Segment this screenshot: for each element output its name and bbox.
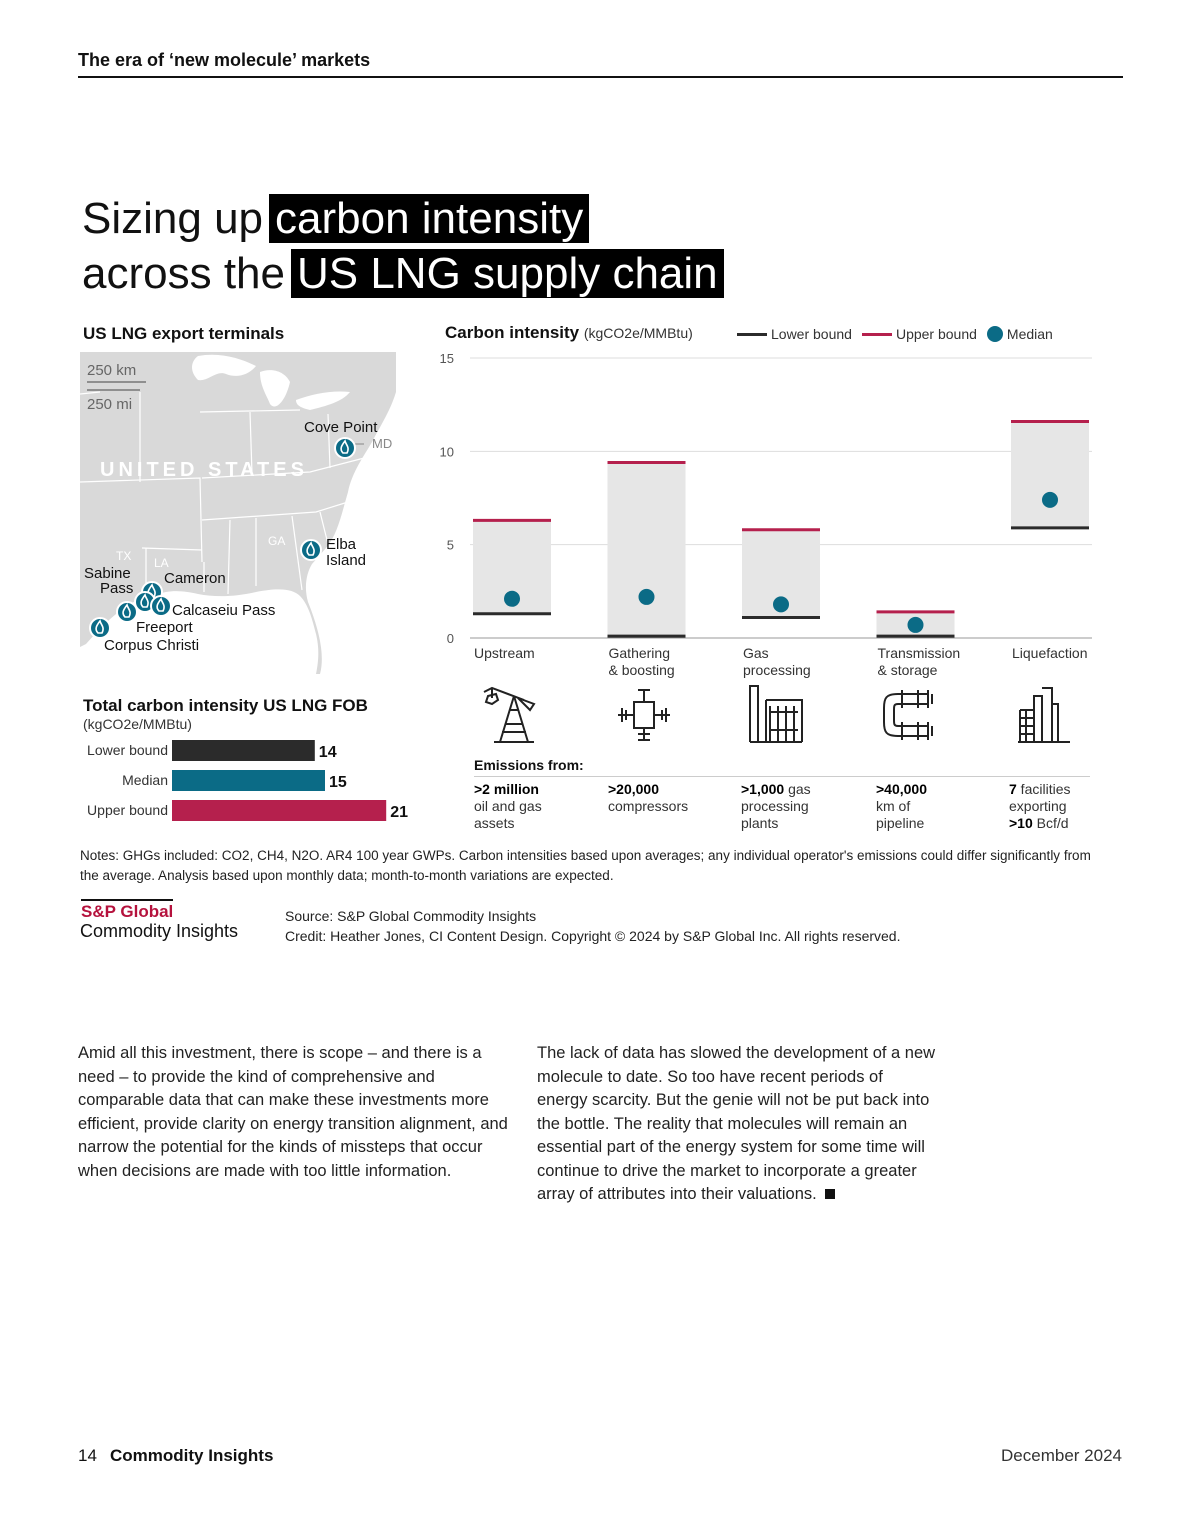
fob-category-label: Lower bound: [87, 742, 168, 758]
terminal-elba-island: Elba Island: [326, 536, 367, 569]
headline-line-1: [82, 192, 589, 246]
fob-bar: [172, 770, 325, 791]
emissions-text: km of: [876, 798, 911, 814]
carbon-intensity-chart: [430, 345, 1110, 685]
range-bar: [1011, 421, 1089, 527]
fob-value-label: 21: [390, 804, 408, 821]
map-title: US LNG export terminals: [83, 324, 285, 343]
body-column-1: Amid all this investment, there is scope – and there is a need – to provide the kind of comprehensive and comparable data that can make these investments more efficient, provide clarity on energy transition alignment, and narrow the potential for the kinds of missteps that occur when decisions are made with too little information.: [78, 1044, 508, 1180]
emissions-text: facilities: [1016, 781, 1071, 797]
footer-publication: Commodity Insights: [110, 1446, 274, 1465]
fob-bar: [172, 740, 315, 761]
fob-value-label: 14: [318, 744, 337, 761]
state-label-la: LA: [154, 556, 169, 570]
brand-logo: S&P Global: [81, 902, 174, 921]
emissions-text: gas: [784, 781, 811, 797]
y-tick-label: 5: [446, 537, 454, 553]
body-column-2-text: The lack of data has slowed the development of a new molecule to date. So too have recent periods of energy scarcity. But the genie will not be put back into the bottle. The reality that molecules will remain an essential part of the energy system for some time will continue to drive the market to incorporate a greater array of attributes into their valuations.: [537, 1044, 936, 1203]
legend-median-swatch: [987, 326, 1003, 342]
lng-flame-icon: [90, 618, 110, 638]
headline-line-2: [82, 247, 724, 301]
headline-highlight-1: carbon intensity: [269, 194, 589, 243]
headline-plain-1: Sizing up: [82, 194, 264, 243]
emissions-transmission: [876, 781, 996, 832]
state-label-md: MD: [372, 436, 393, 451]
emissions-value: 7: [1009, 781, 1017, 797]
y-tick-label: 10: [439, 444, 454, 460]
x-tick-label: Transmission: [877, 645, 961, 661]
compressor-valve-icon: [618, 690, 670, 740]
emissions-text: processing: [741, 798, 809, 814]
median-point: [639, 589, 655, 605]
emissions-text: compressors: [608, 798, 689, 814]
emissions-processing: [741, 781, 861, 832]
legend-median-label: Median: [1006, 326, 1053, 342]
lng-flame-icon: [151, 596, 171, 616]
x-tick-label: processing: [743, 662, 811, 678]
x-tick-label: Gathering: [608, 645, 670, 661]
emissions-liquefaction: [1009, 781, 1129, 832]
gas-processing-plant-icon: [750, 686, 802, 742]
body-column-2: [537, 1042, 937, 1207]
fob-value-label: 15: [329, 774, 347, 791]
liquefaction-facility-icon: [1018, 688, 1070, 742]
terminal-sabine-pass: Sabine Pass: [84, 565, 134, 597]
lng-flame-icon: [117, 602, 137, 622]
emissions-value: >2 million: [474, 781, 539, 797]
section-header: The era of ‘new molecule’ markets: [78, 50, 371, 70]
legend-median: [987, 326, 1053, 342]
terminal-cove-point: Cove Point: [304, 419, 378, 436]
median-point: [504, 591, 520, 607]
header-rule: [78, 76, 1123, 78]
fob-category-label: Upper bound: [87, 802, 168, 818]
fob-category-label: Median: [122, 772, 168, 788]
terminal-freeport: Freeport: [136, 619, 193, 636]
x-tick-label: Liquefaction: [1012, 645, 1088, 661]
emissions-gathering: [608, 781, 728, 815]
brand-rule: [81, 899, 173, 901]
emissions-upstream: [474, 781, 594, 832]
emissions-text: assets: [474, 815, 515, 831]
chart-title: [445, 323, 693, 343]
source-line: Source: S&P Global Commodity Insights: [285, 908, 537, 924]
emissions-text: pipeline: [876, 815, 925, 831]
terminal-calcaseiu-pass: Calcaseiu Pass: [172, 602, 276, 619]
chart-unit: (kgCO2e/MMBtu): [583, 325, 693, 341]
lng-flame-icon: [301, 540, 321, 560]
headline-highlight-2: US LNG supply chain: [291, 249, 724, 298]
credit-line: Credit: Heather Jones, CI Content Design. Copyright © 2024 by S&P Global Inc. All rights reserved.: [285, 928, 901, 944]
chart-title-text: Carbon intensity: [445, 323, 580, 342]
oil-pump-jack-icon: [484, 688, 534, 742]
chart-notes: Notes: GHGs included: CO2, CH4, N2O. AR4 100 year GWPs. Carbon intensities based upon averages; any individual operator's emissions could differ significantly from the average. Analysis based upon monthly data; month-to-month variations are expected.: [80, 848, 1091, 883]
state-label-tx: TX: [116, 549, 132, 563]
pipeline-icon: [884, 690, 932, 740]
legend-lower-label: Lower bound: [771, 326, 852, 342]
y-tick-label: 0: [446, 631, 454, 646]
lng-flame-icon: [335, 438, 355, 458]
median-point: [1042, 492, 1058, 508]
headline-plain-2: across the: [82, 249, 285, 298]
emissions-rule: [474, 776, 1090, 777]
state-label-ga: GA: [268, 534, 286, 548]
terminal-corpus-christi: Corpus Christi: [104, 637, 200, 654]
emissions-value: >1,000: [741, 781, 785, 797]
y-tick-label: 15: [439, 351, 454, 366]
range-bar: [608, 463, 686, 637]
emissions-text: oil and gas: [474, 798, 542, 814]
page-number: 14: [78, 1446, 97, 1465]
legend-upper-swatch: [862, 333, 892, 336]
process-icons: [474, 684, 1094, 746]
footer-date: December 2024: [1001, 1446, 1122, 1465]
x-tick-label: & storage: [877, 662, 938, 678]
source-credit: [285, 906, 900, 946]
map-graphic: [80, 352, 402, 674]
legend-upper: [862, 326, 977, 342]
emissions-text: plants: [741, 815, 779, 831]
scale-km-label: 250 km: [87, 362, 137, 379]
emissions-text: Bcf/d: [1032, 815, 1069, 831]
legend-lower-swatch: [737, 333, 767, 336]
terminal-cameron: Cameron: [164, 570, 226, 587]
fob-chart-unit: (kgCO2e/MMBtu): [83, 716, 192, 732]
fob-chart-title: Total carbon intensity US LNG FOB: [83, 696, 368, 715]
emissions-value: >40,000: [876, 781, 927, 797]
median-point: [908, 617, 924, 633]
emissions-text: exporting: [1009, 798, 1067, 814]
median-point: [773, 596, 789, 612]
terminal-map: [80, 352, 402, 674]
x-tick-label: Gas: [743, 645, 769, 661]
emissions-title: Emissions from:: [474, 757, 584, 773]
x-tick-label: & boosting: [608, 662, 675, 678]
fob-bar-chart: [78, 736, 423, 828]
chart-legend: [737, 326, 1053, 342]
brand-subtitle: Commodity Insights: [80, 921, 239, 941]
fob-bar: [172, 800, 386, 821]
x-tick-label: Upstream: [474, 645, 535, 661]
country-label: UNITED STATES: [100, 459, 308, 481]
emissions-value: >20,000: [608, 781, 659, 797]
scale-mi-label: 250 mi: [87, 396, 133, 413]
end-mark: [825, 1189, 835, 1199]
legend-upper-label: Upper bound: [895, 326, 977, 342]
legend-lower: [737, 326, 852, 342]
emissions-value: >10: [1009, 815, 1033, 831]
